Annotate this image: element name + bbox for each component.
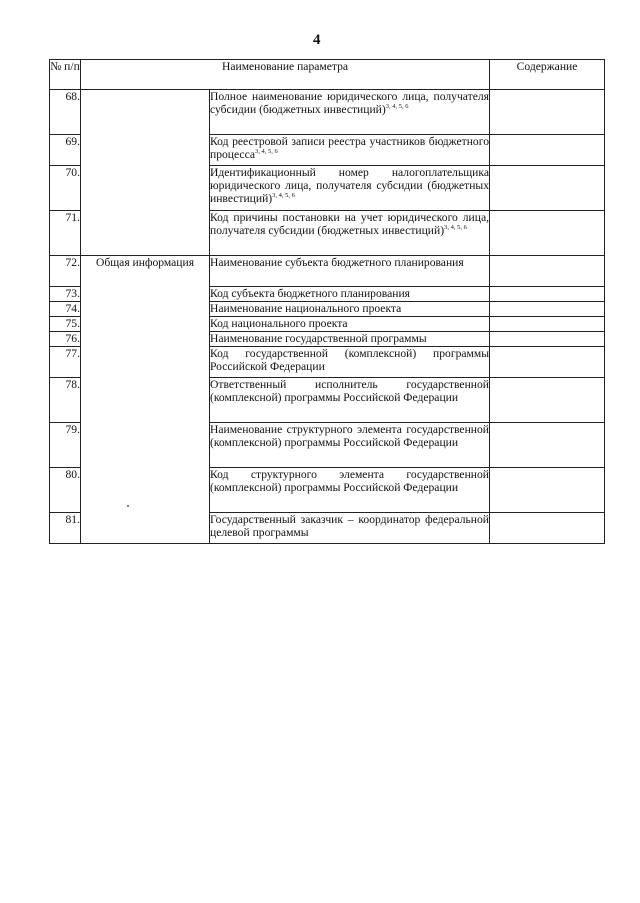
parameter-name-text: Государственный заказчик – координатор федеральной целевой программы: [210, 513, 489, 539]
parameter-name-text: Наименование структурного элемента государственной (комплексной) программы Российской Федерации: [210, 423, 489, 449]
row-number: 74.: [50, 302, 81, 317]
row-number: 81.: [50, 513, 81, 544]
parameter-name-text: Код национального проекта: [210, 317, 348, 330]
parameter-name: [210, 287, 490, 302]
content-cell: [490, 423, 605, 468]
row-number: 79.: [50, 423, 81, 468]
parameter-name-text: Код причины постановки на учет юридического лица, получателя субсидии (бюджетных инвестиций): [210, 211, 489, 237]
footnote-ref: 3, 4, 5, 6: [255, 148, 278, 155]
parameter-name: [210, 211, 490, 256]
footnote-ref: 3, 4, 5, 6: [385, 103, 409, 110]
parameter-name: [210, 332, 490, 347]
parameter-name: [210, 423, 490, 468]
content-cell: [490, 166, 605, 211]
parameter-name: [210, 513, 490, 544]
content-cell: [490, 332, 605, 347]
content-cell: [490, 468, 605, 513]
parameter-name-text: Наименование национального проекта: [210, 302, 402, 315]
parameter-name: [210, 468, 490, 513]
group-label: Общая информация: [81, 256, 210, 544]
table-row: [50, 90, 605, 135]
parameter-name: [210, 378, 490, 423]
row-number: 72.: [50, 256, 81, 287]
content-cell: [490, 347, 605, 378]
row-number: 76.: [50, 332, 81, 347]
parameter-name-text: Код реестровой записи реестра участников бюджетного процесса: [210, 135, 489, 161]
row-number: 73.: [50, 287, 81, 302]
parameter-name-text: Наименование субъекта бюджетного планирования: [210, 256, 464, 269]
row-number: 77.: [50, 347, 81, 378]
parameter-name-text: Ответственный исполнитель государственной (комплексной) программы Российской Федерации: [210, 378, 489, 404]
parameter-name: [210, 135, 490, 166]
content-cell: [490, 513, 605, 544]
content-cell: [490, 287, 605, 302]
scan-speck: [127, 505, 129, 507]
header-number: № п/п: [50, 60, 81, 90]
content-cell: [490, 90, 605, 135]
parameter-name-text: Наименование государственной программы: [210, 332, 427, 345]
header-parameter-name: Наименование параметра: [81, 60, 490, 90]
parameter-name-text: Полное наименование юридического лица, получателя субсидии (бюджетных инвестиций): [210, 90, 489, 116]
table-header-row: [50, 60, 605, 90]
row-number: 68.: [50, 90, 81, 135]
row-number: 70.: [50, 166, 81, 211]
parameter-name-text: Код государственной (комплексной) программы Российской Федерации: [210, 347, 489, 373]
row-number: 71.: [50, 211, 81, 256]
table-row: [50, 256, 605, 287]
parameter-name-text: Код субъекта бюджетного планирования: [210, 287, 410, 300]
content-cell: [490, 135, 605, 166]
footnote-ref: 3, 4, 5, 6: [272, 192, 295, 199]
footnote-ref: 3, 4, 5, 6: [444, 224, 467, 231]
row-number: 69.: [50, 135, 81, 166]
parameter-name-text: Код структурного элемента государственной (комплексной) программы Российской Федерации: [210, 468, 489, 494]
parameter-name: [210, 317, 490, 332]
content-cell: [490, 317, 605, 332]
row-number: 75.: [50, 317, 81, 332]
content-cell: [490, 378, 605, 423]
parameter-name: [210, 166, 490, 211]
parameters-table: [49, 59, 605, 544]
parameter-name-text: Идентификационный номер налогоплательщика юридического лица, получателя субсидии (бюджетных инвестиций): [210, 166, 489, 205]
parameter-name: [210, 302, 490, 317]
row-number: 80.: [50, 468, 81, 513]
parameter-name: [210, 90, 490, 135]
row-number: 78.: [50, 378, 81, 423]
header-content: Содержание: [490, 60, 605, 90]
parameter-name: [210, 347, 490, 378]
group-cell-empty: [81, 90, 210, 256]
parameter-name: [210, 256, 490, 287]
content-cell: [490, 256, 605, 287]
content-cell: [490, 302, 605, 317]
page-number: 4: [313, 32, 321, 48]
content-cell: [490, 211, 605, 256]
